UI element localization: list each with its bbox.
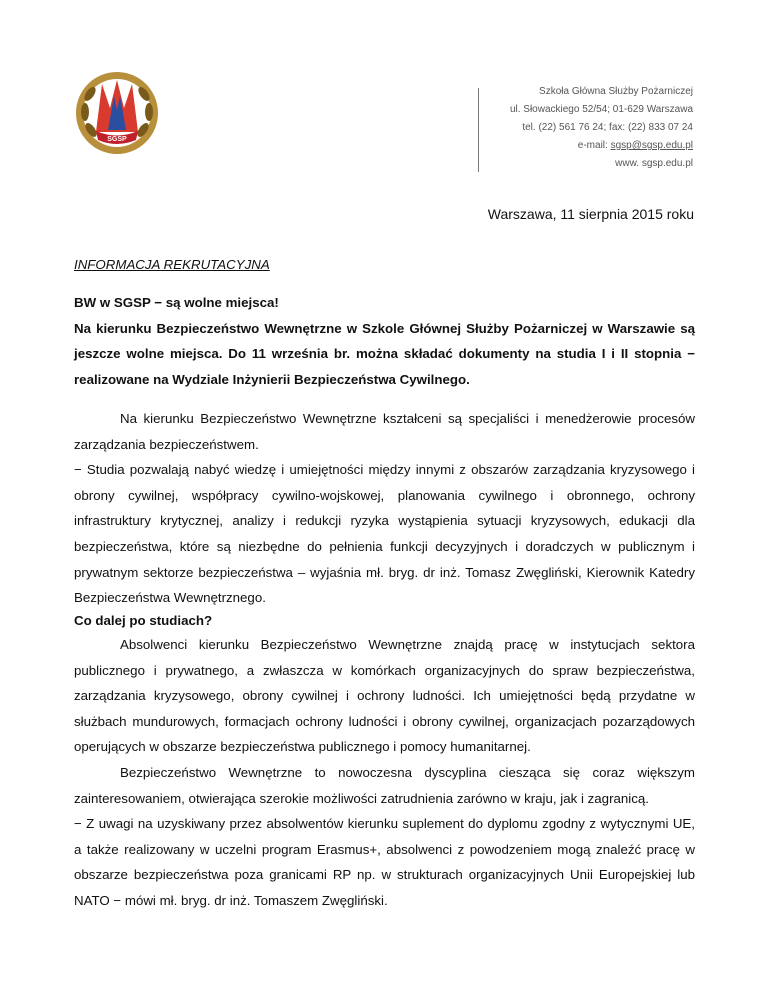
institution-email-line — [510, 137, 693, 155]
institution-address: ul. Słowackiego 52/54; 01-629 Warszawa — [509, 104, 693, 115]
institution-phones: tel. (22) 561 76 24; fax: (22) 833 07 24 — [522, 122, 693, 133]
info-title: INFORMACJA REKRUTACYJNA — [74, 257, 270, 272]
institution-website: www. sgsp.edu.pl — [615, 158, 693, 169]
quote-paragraph: − Studia pozwalają nabyć wiedzę i umiejętności między innymi z obszarów zarządzania kryzysowego i obrony cywilnej, współpracy cywilno-wojskowej, planowania cywilnego i obronnego, ochrony infrastruktury krytycznej, analizy i redukcji ryzyka wystąpienia sytuacji kryzysowych, edukacji dla bezpieczeństwa, które są niezbędne do pełnienia funkcji decyzyjnych i doradczych w publicznym i prywatnym sektorze bezpieczeństwa – wyjaśnia mł. bryg. dr inż. Tomasz Zwęgliński, Kierownik Katedry Bezpieczeństwa Wewnętrznego. — [74, 462, 695, 606]
email-link[interactable]: sgsp@sgsp.edu.pl — [610, 140, 693, 151]
section-title: Co dalej po studiach? — [74, 613, 213, 628]
intro-paragraph: Na kierunku Bezpieczeństwo Wewnętrzne kształceni są specjaliści i menedżerowie procesów zarządzania bezpieczeństwem. — [74, 411, 695, 452]
header-divider — [478, 88, 479, 172]
logo-banner-text: SGSP — [107, 136, 127, 143]
careers-paragraph-3: − Z uwagi na uzyskiwany przez absolwentów kierunku suplement do dyplomu zgodny z wytycznymi UE, a także realizowany w uczelni program Erasmus+, absolwenci z powodzeniem mogą znaleźć pracę w obszarze bezpieczeństwa poza granicami RP np. w strukturach organizacyjnych Unii Europejskiej lub NATO − mówi mł. bryg. dr inż. Tomaszem Zwęgliński. — [74, 816, 695, 908]
careers-paragraph-2: Bezpieczeństwo Wewnętrzne to nowoczesna dyscyplina ciesząca się coraz większym zainteresowaniem, otwierająca szerokie możliwości zatrudnienia zarówno w kraju, jak i zagranicą. — [74, 764, 695, 806]
sgsp-logo — [74, 70, 160, 156]
email-label: e-mail: — [577, 140, 611, 151]
careers-section — [74, 632, 695, 914]
institution-name: Szkoła Główna Służby Pożarniczej — [539, 86, 693, 97]
letter-date: Warszawa, 11 sierpnia 2015 roku — [487, 206, 694, 222]
intro-section — [74, 406, 695, 611]
careers-paragraph-1: Absolwenci kierunku Bezpieczeństwo Wewnętrzne znajdą pracę w instytucjach sektora publicznego i prywatnego, a zwłaszcza w komórkach organizacyjnych do spraw bezpieczeństwa, zarządzania kryzysowego, obrony cywilnej i ochrony ludności. Ich umiejętności będą przydatne w służbach mundurowych, formacjach ochrony ludności i obrony cywilnej, organizacjach pozarządowych operujących w obszarze bezpieczeństwa publicznego i pomocy humanitarnej. — [74, 637, 695, 755]
contact-block — [510, 83, 693, 173]
headline-block — [74, 290, 695, 392]
headline-line-2: Na kierunku Bezpieczeństwo Wewnętrzne w Szkole Głównej Służby Pożarniczej w Warszawie są jeszcze wolne miejsca. Do 11 września br. można składać dokumenty na studia I i II stopnia − realizowane na Wydziale Inżynierii Bezpieczeństwa Cywilnego. — [74, 320, 695, 387]
headline-line-1: BW w SGSP − są wolne miejsca! — [74, 295, 279, 310]
